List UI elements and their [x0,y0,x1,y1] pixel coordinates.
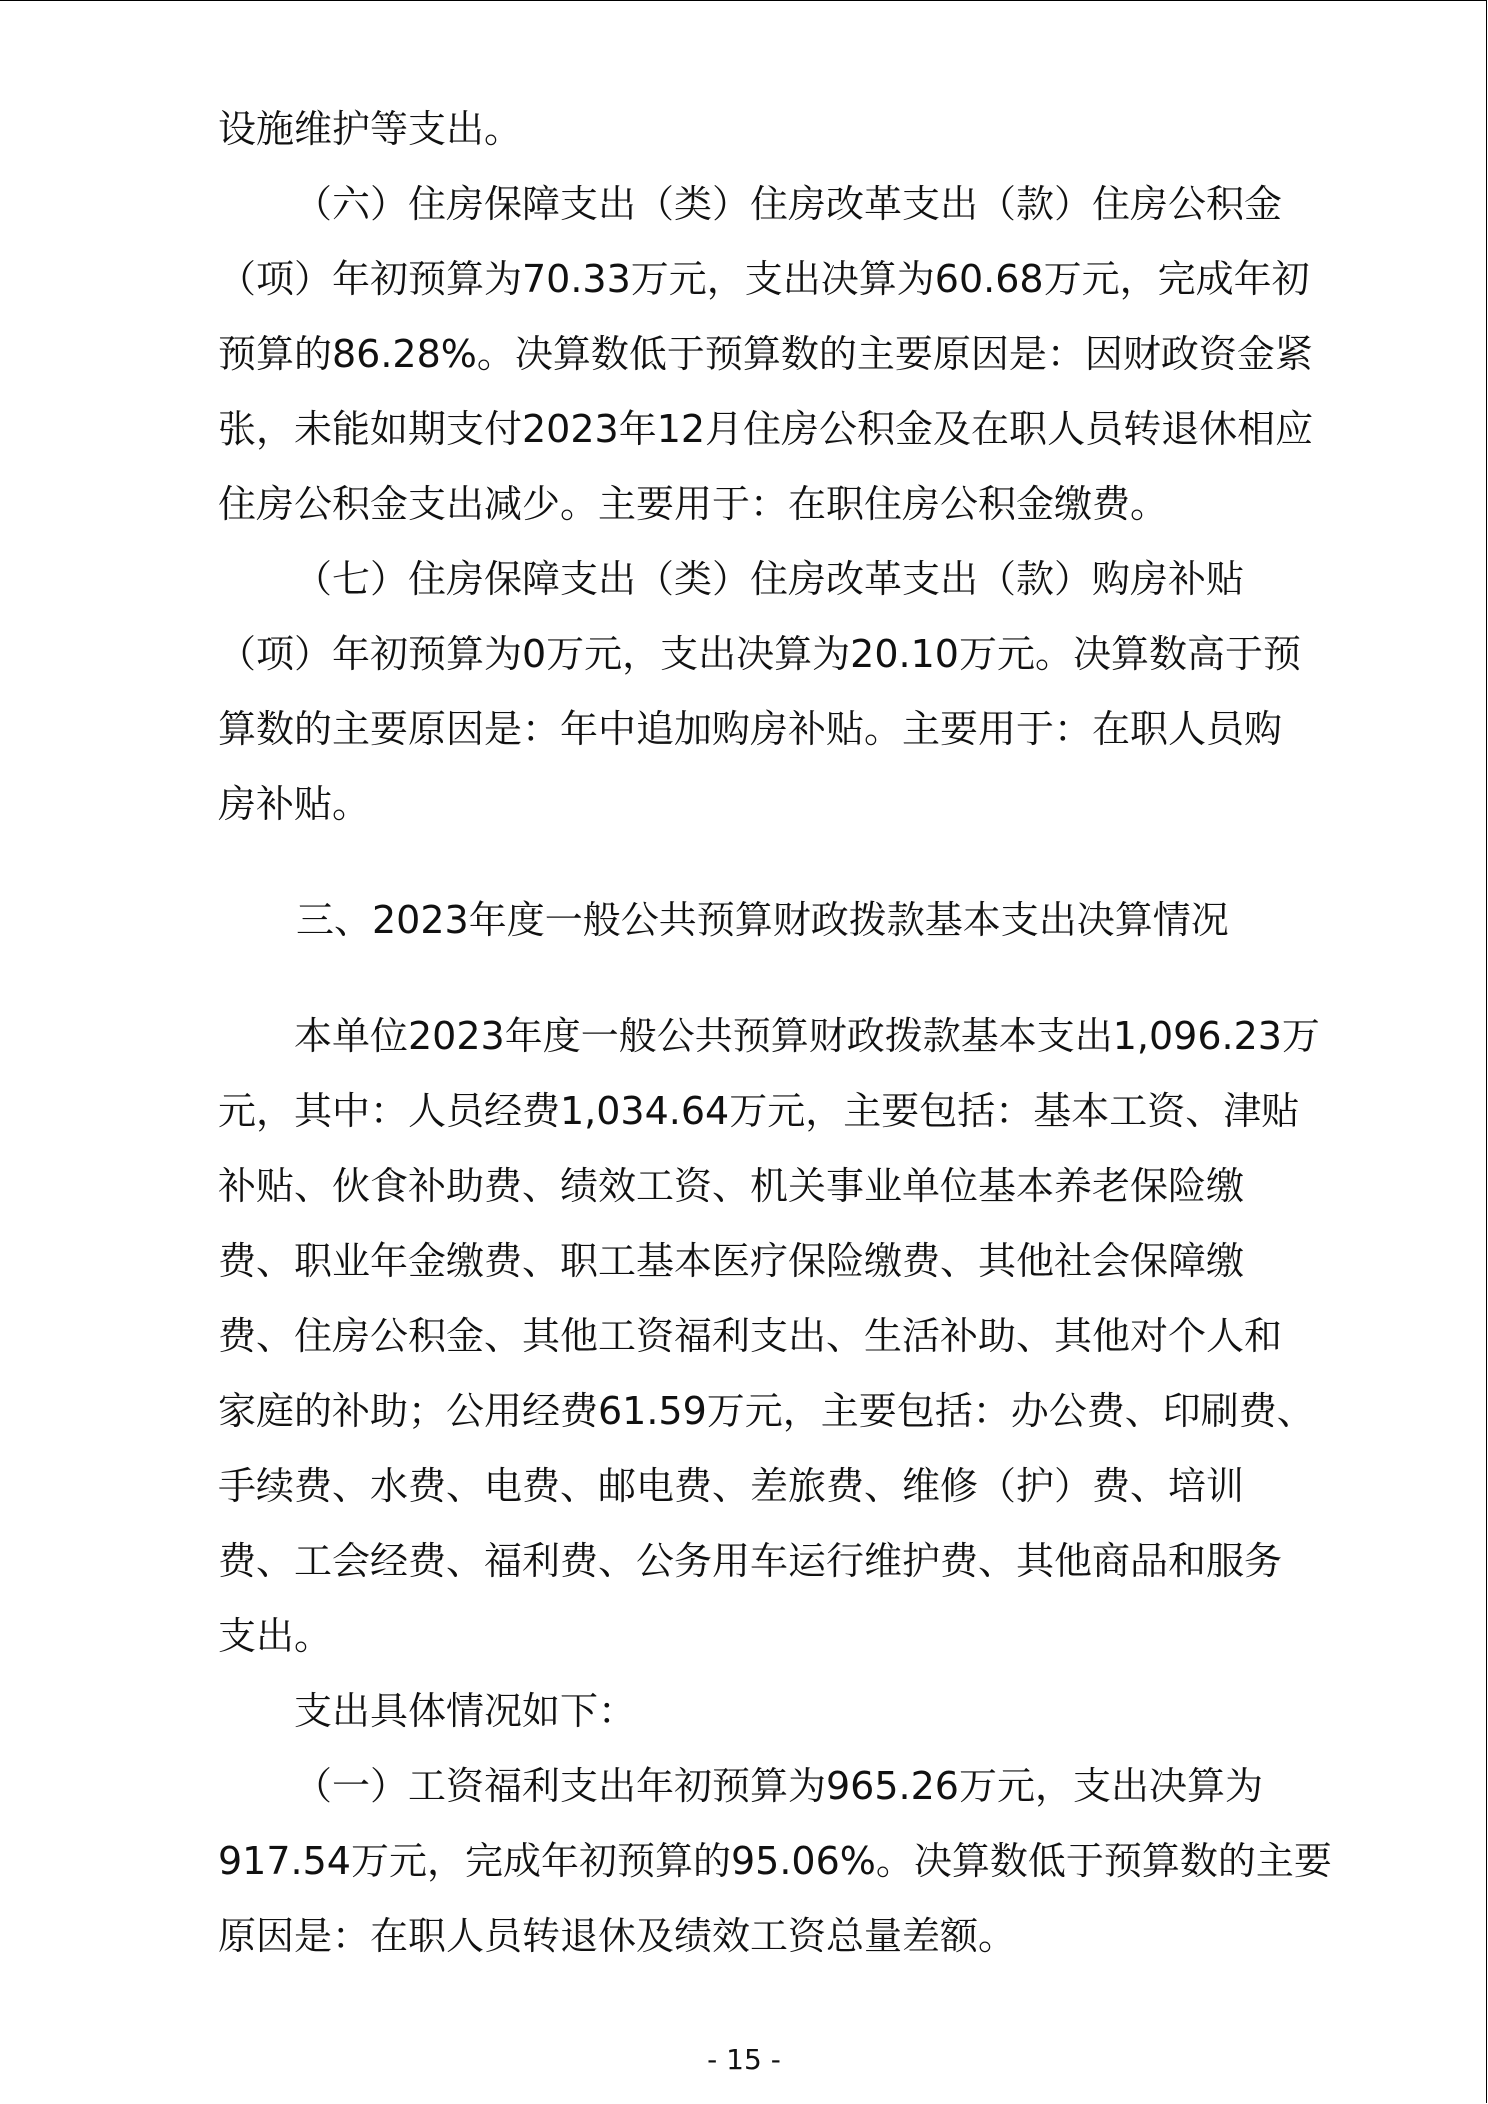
text-line: （七）住房保障支出（类）住房改革支出（款）购房补贴 [294,557,1245,601]
text-line: 本单位2023年度一般公共预算财政拨款基本支出1,096.23万 [294,1014,1320,1058]
paragraph-housing-provident-fund [218,167,1314,542]
paragraph-wage-welfare [218,1749,1332,1974]
text-line: 费、工会经费、福利费、公务用车运行维护费、其他商品和服务 [218,1539,1283,1583]
text-line: 费、住房公积金、其他工资福利支出、生活补助、其他对个人和 [218,1314,1283,1358]
text-line: 预算的86.28%。决算数低于预算数的主要原因是：因财政资金紧 [218,332,1313,376]
text-line: 原因是：在职人员转退休及绩效工资总量差额。 [218,1914,1017,1958]
text-line: 算数的主要原因是：年中追加购房补贴。主要用于：在职人员购 [218,707,1283,751]
text-line: （一）工资福利支出年初预算为965.26万元，支出决算为 [294,1764,1263,1808]
section-heading: 三、2023年度一般公共预算财政拨款基本支出决算情况 [296,898,1229,942]
text-line: （项）年初预算为0万元，支出决算为20.10万元。决算数高于预 [218,632,1301,676]
text-line: 手续费、水费、电费、邮电费、差旅费、维修（护）费、培训 [218,1464,1245,1508]
text-line: 房补贴。 [218,782,371,826]
paragraph-continuation [218,92,1288,167]
document-body [218,92,1332,1974]
page-number: - 15 - [707,2043,781,2076]
paragraph-basic-expenditure [218,999,1320,1674]
text-line: （项）年初预算为70.33万元，支出决算为60.68万元，完成年初 [218,257,1310,301]
paragraph-details-intro [218,1674,1288,1749]
text-line: 费、职业年金缴费、职工基本医疗保险缴费、其他社会保障缴 [218,1239,1245,1283]
text-line: 设施维护等支出。 [218,107,523,151]
text-line: 支出具体情况如下： [294,1689,637,1733]
text-line: 支出。 [218,1614,333,1658]
text-line: 住房公积金支出减少。主要用于：在职住房公积金缴费。 [218,482,1169,526]
text-line: （六）住房保障支出（类）住房改革支出（款）住房公积金 [294,182,1283,226]
text-line: 元，其中：人员经费1,034.64万元，主要包括：基本工资、津贴 [218,1089,1300,1133]
paragraph-housing-subsidy [218,542,1301,842]
text-line: 917.54万元，完成年初预算的95.06%。决算数低于预算数的主要 [218,1839,1332,1883]
text-line: 家庭的补助；公用经费61.59万元，主要包括：办公费、印刷费、 [218,1389,1315,1433]
text-line: 张，未能如期支付2023年12月住房公积金及在职人员转退休相应 [218,407,1314,451]
text-line: 补贴、伙食补助费、绩效工资、机关事业单位基本养老保险缴 [218,1164,1245,1208]
